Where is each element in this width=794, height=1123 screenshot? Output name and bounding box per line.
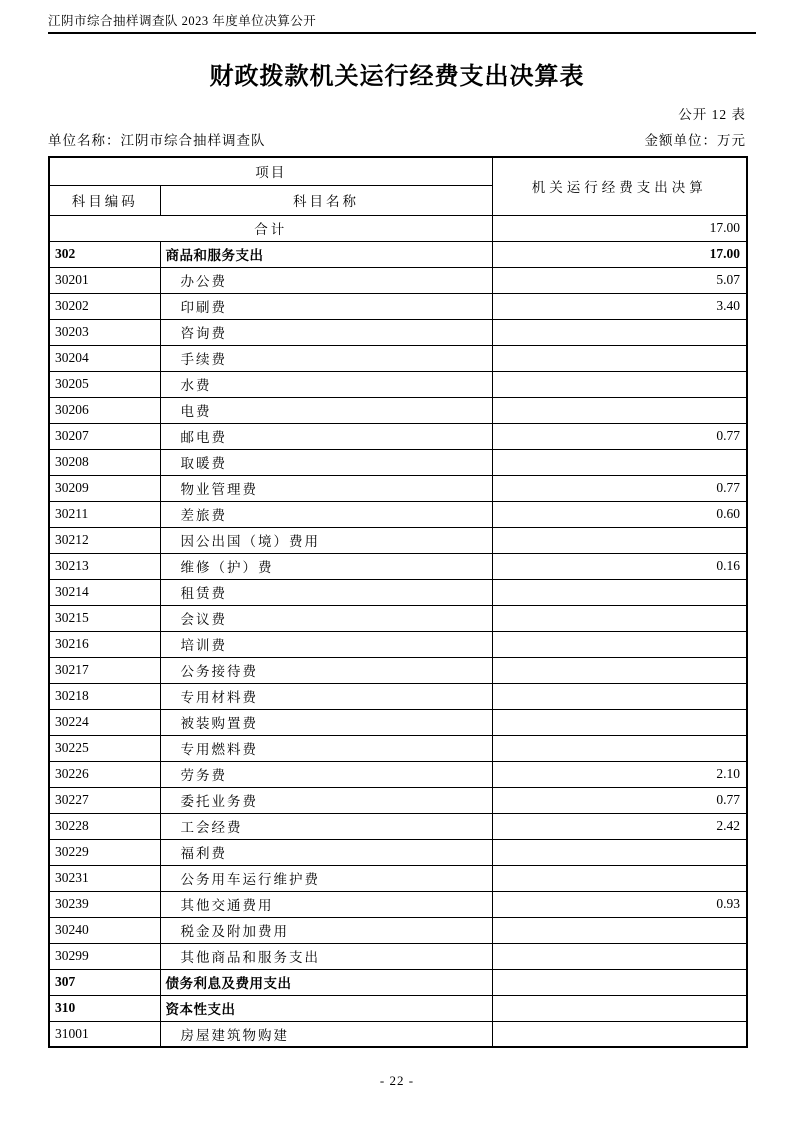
subject-code-cell: 30299: [49, 943, 160, 969]
subject-name-cell: 邮电费: [160, 423, 492, 449]
subject-code-cell: 30218: [49, 683, 160, 709]
table-row: [49, 787, 747, 813]
subject-name-cell: 被装购置费: [160, 709, 492, 735]
subject-name-cell: 债务利息及费用支出: [160, 969, 492, 995]
value-cell: 5.07: [492, 267, 747, 293]
subject-code-cell: 30216: [49, 631, 160, 657]
subject-name-cell: 工会经费: [160, 813, 492, 839]
subject-name-cell: 差旅费: [160, 501, 492, 527]
value-cell: [492, 865, 747, 891]
subject-code-cell: 30227: [49, 787, 160, 813]
subject-code-cell: 310: [49, 995, 160, 1021]
value-cell: [492, 579, 747, 605]
subject-code-cell: 307: [49, 969, 160, 995]
value-cell: [492, 995, 747, 1021]
subject-name-cell: 取暖费: [160, 449, 492, 475]
table-row: [49, 241, 747, 267]
subject-code-cell: 30211: [49, 501, 160, 527]
subject-code-cell: 30206: [49, 397, 160, 423]
value-cell: [492, 449, 747, 475]
table-index-label: 公开 12 表: [678, 107, 746, 122]
value-cell: [492, 527, 747, 553]
value-cell: [492, 943, 747, 969]
value-cell: 0.77: [492, 475, 747, 501]
subject-name-cell: 印刷费: [160, 293, 492, 319]
subject-code-cell: 30213: [49, 553, 160, 579]
subject-code-cell: 30201: [49, 267, 160, 293]
table-row: [49, 267, 747, 293]
document-header: 江阴市综合抽样调查队 2023 年度单位决算公开: [48, 14, 756, 34]
table-row: [49, 319, 747, 345]
subject-name-cell: 商品和服务支出: [160, 241, 492, 267]
subject-code-cell: 30205: [49, 371, 160, 397]
subject-code-cell: 30212: [49, 527, 160, 553]
subject-name-cell: 租赁费: [160, 579, 492, 605]
subject-name-cell: 其他商品和服务支出: [160, 943, 492, 969]
subject-code-cell: 30226: [49, 761, 160, 787]
value-cell: 0.77: [492, 787, 747, 813]
subject-name-cell: 办公费: [160, 267, 492, 293]
subject-code-cell: 30231: [49, 865, 160, 891]
subject-name-cell: 劳务费: [160, 761, 492, 787]
subject-name-cell: 培训费: [160, 631, 492, 657]
value-cell: 0.60: [492, 501, 747, 527]
subject-code-cell: 30239: [49, 891, 160, 917]
subject-code-cell: 30217: [49, 657, 160, 683]
subject-name-cell: 其他交通费用: [160, 891, 492, 917]
table-row: [49, 761, 747, 787]
value-cell: [492, 709, 747, 735]
value-cell: [492, 371, 747, 397]
value-cell: [492, 683, 747, 709]
value-cell: [492, 969, 747, 995]
table-header: [49, 157, 747, 215]
subject-name-cell: 因公出国（境）费用: [160, 527, 492, 553]
value-cell: 17.00: [492, 241, 747, 267]
table-row: [49, 501, 747, 527]
subject-code-cell: 31001: [49, 1021, 160, 1047]
subject-code-cell: 30207: [49, 423, 160, 449]
subject-code-cell: 30214: [49, 579, 160, 605]
table-row: [49, 813, 747, 839]
table-body: [49, 215, 747, 1047]
value-cell: [492, 345, 747, 371]
value-cell: [492, 657, 747, 683]
table-row: [49, 995, 747, 1021]
subject-name-cell: 水费: [160, 371, 492, 397]
subject-name-cell: 维修（护）费: [160, 553, 492, 579]
value-cell: 0.16: [492, 553, 747, 579]
value-cell: 2.10: [492, 761, 747, 787]
unit-name-label: 单位名称：江阴市综合抽样调查队: [48, 133, 266, 148]
value-cell: [492, 917, 747, 943]
subject-name-cell: 电费: [160, 397, 492, 423]
value-column-header: 机关运行经费支出决算: [492, 157, 747, 215]
subject-code-cell: 30208: [49, 449, 160, 475]
subject-name-cell: 公务用车运行维护费: [160, 865, 492, 891]
page-title: 财政拨款机关运行经费支出决算表: [209, 64, 585, 90]
value-cell: [492, 605, 747, 631]
table-row: [49, 579, 747, 605]
value-cell: [492, 397, 747, 423]
table-row: [49, 397, 747, 423]
value-cell: [492, 839, 747, 865]
subject-name-cell: 手续费: [160, 345, 492, 371]
subject-name-cell: 福利费: [160, 839, 492, 865]
table-row: [49, 631, 747, 657]
value-cell: 2.42: [492, 813, 747, 839]
subject-name-cell: 资本性支出: [160, 995, 492, 1021]
subject-name-cell: 专用材料费: [160, 683, 492, 709]
table-row: [49, 293, 747, 319]
table-row: [49, 891, 747, 917]
table-row: [49, 1021, 747, 1047]
table-row: [49, 449, 747, 475]
meta-row: [48, 129, 746, 149]
value-cell: [492, 631, 747, 657]
total-row: [49, 215, 747, 241]
subject-name-cell: 税金及附加费用: [160, 917, 492, 943]
total-label-cell: 合计: [49, 215, 492, 241]
page-number: - 22 -: [379, 1073, 415, 1088]
subject-name-cell: 委托业务费: [160, 787, 492, 813]
subject-code-cell: 30202: [49, 293, 160, 319]
subject-code-cell: 30225: [49, 735, 160, 761]
table-row: [49, 553, 747, 579]
amount-unit-label: 金额单位：万元: [644, 133, 746, 148]
subject-code-cell: 30224: [49, 709, 160, 735]
table-row: [49, 683, 747, 709]
subject-code-cell: 302: [49, 241, 160, 267]
table-row: [49, 709, 747, 735]
subject-name-cell: 房屋建筑物购建: [160, 1021, 492, 1047]
table-row: [49, 423, 747, 449]
table-row: [49, 605, 747, 631]
table-row: [49, 917, 747, 943]
header-row-item: [49, 157, 747, 185]
subject-code-cell: 30229: [49, 839, 160, 865]
subject-code-cell: 30203: [49, 319, 160, 345]
subject-code-cell: 30209: [49, 475, 160, 501]
table-row: [49, 839, 747, 865]
table-row: [49, 735, 747, 761]
table-row: [49, 371, 747, 397]
subject-name-cell: 专用燃料费: [160, 735, 492, 761]
subject-code-cell: 30228: [49, 813, 160, 839]
subject-code-cell: 30240: [49, 917, 160, 943]
subject-name-header: 科目名称: [160, 185, 492, 215]
subject-code-cell: 30204: [49, 345, 160, 371]
subject-name-cell: 物业管理费: [160, 475, 492, 501]
item-group-header: 项目: [49, 157, 492, 185]
subject-code-cell: 30215: [49, 605, 160, 631]
value-cell: 0.93: [492, 891, 747, 917]
value-cell: [492, 319, 747, 345]
table-row: [49, 475, 747, 501]
value-cell: 0.77: [492, 423, 747, 449]
table-row: [49, 865, 747, 891]
table-row: [49, 345, 747, 371]
table-row: [49, 657, 747, 683]
table-row: [49, 527, 747, 553]
value-cell: [492, 1021, 747, 1047]
subject-name-cell: 公务接待费: [160, 657, 492, 683]
value-cell: [492, 735, 747, 761]
subject-name-cell: 会议费: [160, 605, 492, 631]
value-cell: 3.40: [492, 293, 747, 319]
table-row: [49, 943, 747, 969]
subject-name-cell: 咨询费: [160, 319, 492, 345]
total-value-cell: 17.00: [492, 215, 747, 241]
table-row: [49, 969, 747, 995]
subject-code-header: 科目编码: [49, 185, 160, 215]
expense-table: [48, 156, 748, 1048]
